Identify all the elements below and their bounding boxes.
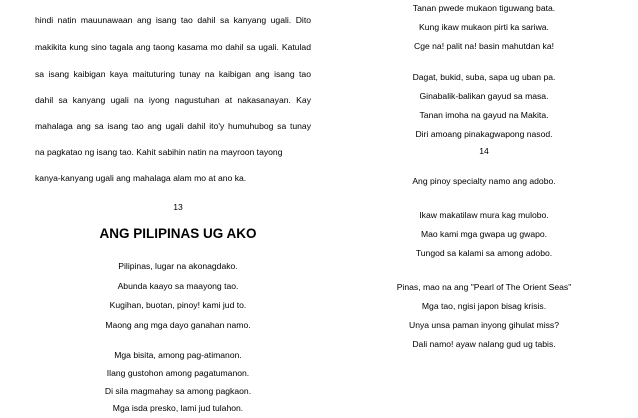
stanza-line: Maong ang mga dayo ganahan namo. [105, 320, 251, 330]
stanza-line: Ginabalik-balikan gayud sa masa. [419, 91, 549, 101]
stanza-line: Tungod sa kalami sa among adobo. [415, 248, 553, 258]
right-page [330, 0, 638, 418]
stanza-line: Abunda kaayo sa maayong tao. [117, 281, 239, 291]
stanza-line: Cge na! palit na! basin mahutdan ka! [414, 41, 554, 51]
stanza-line: Mga isda presko, lami jud tulahon. [112, 403, 244, 413]
paragraph-line: sa isang kaibigan kaya maituturing tunay na kaibigan ang isang tao [35, 69, 311, 79]
stanza-line: Ang pinoy specialty namo ang adobo. [412, 176, 556, 186]
stanza-line: Dali namo! ayaw nalang gud ug tabis. [412, 339, 556, 349]
stanza-line: Kugihan, buotan, pinoy! kami jud to. [109, 300, 247, 310]
page-number: 13 [173, 202, 183, 212]
stanza-line: Ilang gustohon among pagatumanon. [106, 368, 250, 378]
paragraph-line: mahalaga ang sa isang tao ang ugali dahil ito'y humuhubog sa tunay [35, 121, 311, 131]
stanza-line: Tanan imoha na gayud na Makita. [419, 110, 549, 120]
stanza-line: Mao kami mga gwapa ug gwapo. [420, 229, 548, 239]
stanza-line: Kung ikaw mukaon pirti ka sariwa. [419, 22, 549, 32]
paragraph-line: kanya-kanyang ugali ang mahalaga alam mo at ano ka. [35, 173, 247, 183]
stanza-line: Mga tao, ngisi japon bisag krisis. [421, 301, 547, 311]
stanza-line: Tanan pwede mukaon tiguwang bata. [412, 3, 556, 13]
page-number: 14 [479, 146, 489, 156]
stanza-line: Pilipinas, lugar na akonagdako. [118, 261, 238, 271]
paragraph-line: hindi natin mauunawaan ang isang tao dahil sa kanyang ugali. Dito [35, 15, 311, 25]
stanza-line: Ikaw makatilaw mura kag mulobo. [419, 210, 549, 220]
stanza-line: Diri amoang pinakagwapong nasod. [415, 129, 553, 139]
stanza-line: Unya unsa paman inyong gihulat miss? [408, 320, 559, 330]
paragraph-line: na pagkatao ng isang tao. Kahit sabihin natin na mayroon tayong [35, 147, 283, 157]
stanza-line: Dagat, bukid, suba, sapa ug uban pa. [412, 72, 556, 82]
stanza-line: Pinas, mao na ang "Pearl of The Orient Seas" [396, 282, 572, 292]
stanza-line: Mga bisita, among pag-atimanon. [114, 350, 242, 360]
paragraph-line: dahil sa kanyang ugali na iyong nagustuhan at nakasanayan. Kay [35, 95, 311, 105]
poem-title: ANG PILIPINAS UG AKO [99, 226, 257, 241]
paragraph-line: makikita kung sino tagala ang taong kasama mo dahil sa ugali. Katulad [35, 42, 311, 52]
stanza-line: Di sila magmahay sa among pagkaon. [104, 386, 252, 396]
